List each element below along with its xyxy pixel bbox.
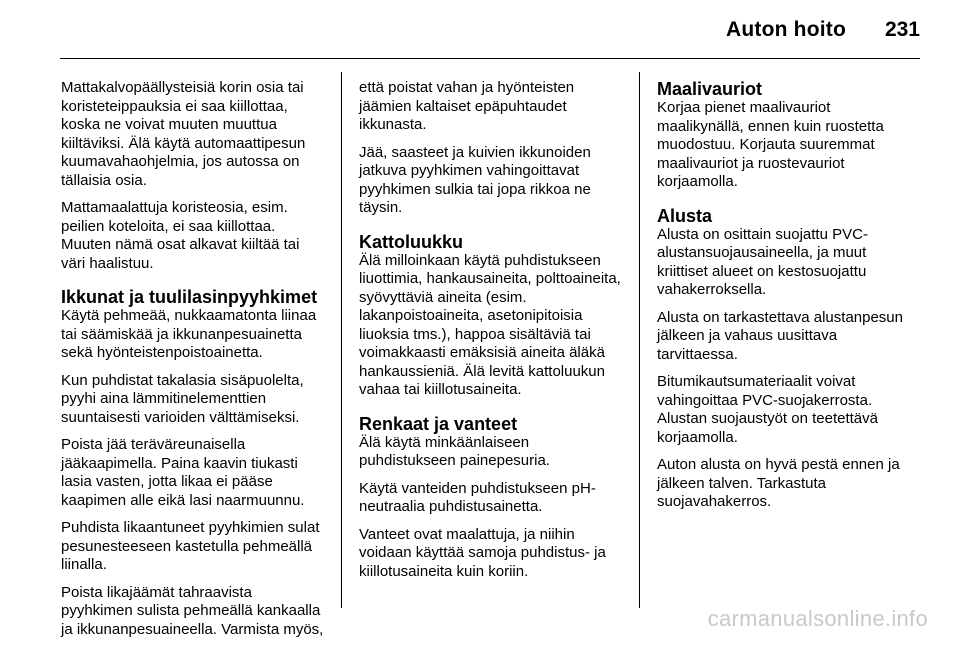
page-number: 231 bbox=[884, 18, 920, 41]
body-paragraph: Auton alusta on hyvä pestä ennen ja jälkeen talven. Tarkastuta suojavahakerros. bbox=[657, 456, 900, 510]
body-paragraph: Älä milloinkaan käytä puhdistukseen liuottimia, hankausaineita, polttoaineita, syövyttäviä aineita (esim. lakanpoistoaineita, asetonipitoisia liuoksia tms.), happoa sisältäviä tai voimakkaasti emäksisiä aineita äläkä hankaussieniä. Älä levitä kattoluukun vahaa tai kiillotusaineita. bbox=[359, 251, 621, 398]
section-title: Auton hoito bbox=[726, 18, 846, 41]
column-divider bbox=[341, 72, 342, 608]
body-paragraph: Korjaa pienet maalivauriot maalikynällä, ennen kuin ruostetta muodostuu. Korjauta suuremmat maalivauriot ja ruostevauriot korjaamolla. bbox=[657, 99, 884, 190]
body-paragraph: Alusta on tarkastettava alustanpesun jälkeen ja vahaus uusittava tarvittaessa. bbox=[657, 308, 903, 363]
body-paragraph: Poista likajäämät tahraavista pyyhkimen sulista pehmeällä kankaalla ja ikkunanpesuaineella. Varmista myös, bbox=[61, 583, 324, 638]
body-paragraph: Poista jää teräväreunaisella jääkaapimella. Paina kaavin tiukasti lasia vasten, jotta likaa ei pääse kaapimen alle eikä lasi naarmuunnu. bbox=[61, 436, 305, 509]
text-column-2 bbox=[359, 79, 625, 590]
watermark-text: carmanualsonline.info bbox=[707, 606, 928, 631]
section-heading: Renkaat ja vanteet bbox=[359, 413, 518, 434]
text-column-3 bbox=[657, 79, 921, 521]
body-paragraph: Bitumikautsumateriaalit voivat vahingoittaa PVC-suojakerrosta. Alustan suojaustyöt on teetettävä korjaamolla. bbox=[657, 373, 878, 446]
body-paragraph: Jää, saasteet ja kuivien ikkunoiden jatkuva pyyhkimen vahingoittavat pyyhkimen sulkia tai jopa rikkoa ne täysin. bbox=[359, 143, 591, 216]
body-paragraph: Älä käytä minkäänlaiseen puhdistukseen painepesuria. bbox=[359, 433, 550, 469]
body-paragraph: Mattamaalattuja koristeosia, esim. peilien koteloita, ei saa kiillottaa. Muuten nämä osat alkavat kiiltää tai väri haalistuu. bbox=[61, 199, 300, 272]
text-column-1 bbox=[61, 79, 327, 648]
section-heading: Kattoluukku bbox=[359, 231, 464, 252]
body-paragraph: Puhdista likaantuneet pyyhkimien sulat pesunesteeseen kastetulla pehmeällä liinalla. bbox=[61, 519, 320, 573]
section-heading: Alusta bbox=[657, 205, 713, 226]
body-paragraph: Alusta on osittain suojattu PVC-alustansuojausaineella, ja muut kriittiset alueet on kestosuojattu vahakerroksella. bbox=[657, 225, 868, 298]
body-paragraph: Kun puhdistat takalasia sisäpuolelta, pyyhi aina lämmitinelementtien suuntaisesti varioiden välttämiseksi. bbox=[61, 371, 304, 426]
section-heading: Maalivauriot bbox=[657, 79, 763, 99]
body-paragraph: Käytä vanteiden puhdistukseen pH-neutraalia puhdistusainetta. bbox=[359, 479, 596, 515]
header-rule bbox=[60, 58, 920, 59]
body-paragraph: että poistat vahan ja hyönteisten jäämien kaltaiset epäpuhtaudet ikkunasta. bbox=[359, 79, 575, 133]
page-header bbox=[0, 0, 960, 58]
body-paragraph: Mattakalvopäällysteisiä korin osia tai koristeteippauksia ei saa kiillottaa, koska ne voivat muuten muuttua kiiltäviksi. Älä käytä automaattipesun kuumavahaohjelmia, jos autossa on tällaisia osia. bbox=[61, 79, 306, 189]
body-paragraph: Käytä pehmeää, nukkaamatonta liinaa tai säämiskää ja ikkunanpesuainetta sekä hyönteistenpoistoainetta. bbox=[61, 307, 317, 361]
column-divider bbox=[639, 72, 640, 608]
section-heading: Ikkunat ja tuulilasinpyyhkimet bbox=[61, 287, 318, 307]
body-paragraph: Vanteet ovat maalattuja, ja niihin voidaan käyttää samoja puhdistus- ja kiillotusaineita kuin koriin. bbox=[359, 525, 606, 580]
